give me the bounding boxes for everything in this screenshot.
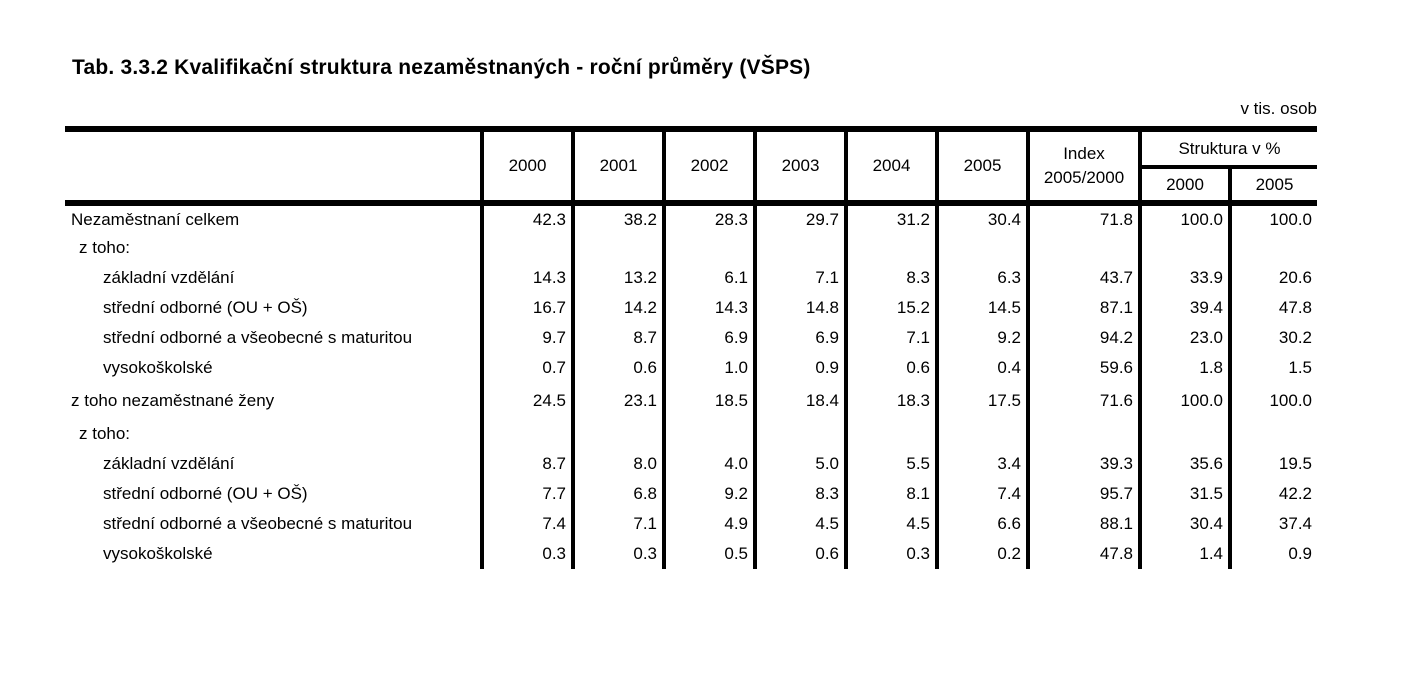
row-label: z toho: — [65, 419, 482, 449]
value-cell: 88.1 — [1028, 509, 1140, 539]
value-cell — [573, 419, 664, 449]
value-cell: 7.1 — [846, 323, 937, 353]
value-cell: 100.0 — [1269, 209, 1312, 229]
value-cell: 4.5 — [755, 509, 846, 539]
value-cell: 9.7 — [482, 323, 573, 353]
value-cell: 6.8 — [573, 479, 664, 509]
value-cell: 18.4 — [755, 383, 846, 419]
row-label: základní vzdělání — [65, 449, 482, 479]
statistics-table — [65, 126, 1317, 569]
value-cell: 47.8 — [1028, 539, 1140, 569]
value-cell: 5.5 — [846, 449, 937, 479]
value-cell — [937, 233, 1028, 263]
value-cell: 0.6 — [573, 353, 664, 383]
value-cell: 39.3 — [1028, 449, 1140, 479]
value-cell: 0.6 — [846, 353, 937, 383]
table-row — [65, 383, 1317, 419]
value-cell: 14.5 — [937, 293, 1028, 323]
value-cell: 0.3 — [482, 539, 573, 569]
value-cell: 7.1 — [573, 509, 664, 539]
value-cell: 0.2 — [937, 539, 1028, 569]
value-cell: 9.2 — [937, 323, 1028, 353]
value-cell: 14.8 — [755, 293, 846, 323]
value-cell: 8.7 — [573, 323, 664, 353]
table-row — [65, 539, 1317, 569]
struktura-header: Struktura v % — [1140, 129, 1317, 167]
value-cell: 6.6 — [937, 509, 1028, 539]
value-cell: 31.2 — [846, 203, 937, 233]
value-cell: 4.9 — [664, 509, 755, 539]
value-cell: 30.4 — [1140, 509, 1230, 539]
value-cell: 0.9 — [755, 353, 846, 383]
table-row — [65, 323, 1317, 353]
table-title: Tab. 3.3.2 Kvalifikační struktura nezaměstnaných - roční průměry (VŠPS) — [72, 56, 811, 79]
value-cell: 24.5 — [482, 383, 573, 419]
value-cell: 9.2 — [664, 479, 755, 509]
value-cell: 0.6 — [755, 539, 846, 569]
value-cell: 6.1 — [664, 263, 755, 293]
year-header-2003: 2003 — [755, 129, 846, 203]
value-cell: 1.8 — [1140, 353, 1230, 383]
value-cell: 47.8 — [1278, 298, 1312, 317]
table-row — [65, 449, 1317, 479]
value-cell — [1230, 233, 1317, 263]
value-cell: 71.6 — [1028, 383, 1140, 419]
value-cell: 5.0 — [755, 449, 846, 479]
value-cell: 7.4 — [937, 479, 1028, 509]
table-row — [65, 419, 1317, 449]
value-cell — [482, 233, 573, 263]
value-cell: 17.5 — [937, 383, 1028, 419]
table-row — [65, 353, 1317, 383]
value-cell: 7.1 — [755, 263, 846, 293]
value-cell: 30.4 — [937, 203, 1028, 233]
value-cell: 6.3 — [937, 263, 1028, 293]
value-cell: 43.7 — [1028, 263, 1140, 293]
value-cell: 6.9 — [664, 323, 755, 353]
row-label: z toho nezaměstnané ženy — [65, 383, 482, 419]
value-cell — [664, 419, 755, 449]
value-cell: 8.7 — [482, 449, 573, 479]
value-cell: 94.2 — [1028, 323, 1140, 353]
value-cell: 0.3 — [573, 539, 664, 569]
row-label: střední odborné (OU + OŠ) — [65, 293, 482, 323]
row-label: vysokoškolské — [65, 539, 482, 569]
value-cell: 1.0 — [664, 353, 755, 383]
value-cell — [1028, 233, 1140, 263]
value-cell: 3.4 — [937, 449, 1028, 479]
value-cell: 33.9 — [1140, 263, 1230, 293]
value-cell: 71.8 — [1028, 203, 1140, 233]
row-label: střední odborné a všeobecné s maturitou — [65, 509, 482, 539]
index-header-line1: Index — [1063, 144, 1105, 164]
year-header-2002: 2002 — [664, 129, 755, 203]
value-cell: 100.0 — [1269, 391, 1312, 410]
year-header-2000: 2000 — [482, 129, 573, 203]
row-label: Nezaměstnaní celkem — [65, 203, 482, 233]
value-cell: 14.2 — [573, 293, 664, 323]
row-label-header — [65, 129, 482, 203]
value-cell: 20.6 — [1278, 268, 1312, 287]
value-cell: 29.7 — [755, 203, 846, 233]
value-cell — [755, 233, 846, 263]
value-cell — [755, 419, 846, 449]
value-cell: 18.5 — [664, 383, 755, 419]
value-cell — [1230, 419, 1317, 449]
value-cell: 0.3 — [846, 539, 937, 569]
value-cell: 42.2 — [1278, 484, 1312, 503]
value-cell: 16.7 — [482, 293, 573, 323]
value-cell: 1.5 — [1288, 358, 1312, 377]
value-cell: 18.3 — [846, 383, 937, 419]
value-cell: 13.2 — [573, 263, 664, 293]
value-cell: 37.4 — [1278, 514, 1312, 533]
value-cell: 7.4 — [482, 509, 573, 539]
value-cell — [1140, 419, 1230, 449]
value-cell — [846, 419, 937, 449]
value-cell — [846, 233, 937, 263]
value-cell: 30.2 — [1278, 328, 1312, 347]
table-row — [65, 203, 1317, 233]
value-cell: 0.5 — [664, 539, 755, 569]
value-cell: 19.5 — [1278, 454, 1312, 473]
struktura-year-2000: 2000 — [1140, 167, 1230, 203]
value-cell: 8.3 — [846, 263, 937, 293]
header-row — [65, 129, 1317, 167]
value-cell: 8.1 — [846, 479, 937, 509]
year-header-2001: 2001 — [573, 129, 664, 203]
value-cell: 31.5 — [1140, 479, 1230, 509]
value-cell: 23.0 — [1140, 323, 1230, 353]
row-label: střední odborné (OU + OŠ) — [65, 479, 482, 509]
value-cell: 59.6 — [1028, 353, 1140, 383]
value-cell: 39.4 — [1140, 293, 1230, 323]
value-cell: 0.9 — [1288, 544, 1312, 563]
table-row — [65, 233, 1317, 263]
value-cell: 42.3 — [482, 203, 573, 233]
row-label: vysokoškolské — [65, 353, 482, 383]
value-cell: 7.7 — [482, 479, 573, 509]
struktura-year-2005: 2005 — [1230, 167, 1317, 203]
table-row — [65, 509, 1317, 539]
value-cell: 4.5 — [846, 509, 937, 539]
value-cell: 0.7 — [482, 353, 573, 383]
row-label: základní vzdělání — [65, 263, 482, 293]
value-cell: 1.4 — [1140, 539, 1230, 569]
value-cell: 8.3 — [755, 479, 846, 509]
value-cell — [937, 419, 1028, 449]
value-cell: 15.2 — [846, 293, 937, 323]
value-cell: 6.9 — [755, 323, 846, 353]
unit-label: v tis. osob — [1240, 99, 1317, 118]
value-cell: 100.0 — [1140, 383, 1230, 419]
value-cell: 87.1 — [1028, 293, 1140, 323]
year-header-2004: 2004 — [846, 129, 937, 203]
value-cell — [482, 419, 573, 449]
value-cell: 35.6 — [1140, 449, 1230, 479]
table-row — [65, 263, 1317, 293]
value-cell: 14.3 — [482, 263, 573, 293]
value-cell: 100.0 — [1140, 203, 1230, 233]
value-cell: 4.0 — [664, 449, 755, 479]
value-cell — [664, 233, 755, 263]
value-cell: 28.3 — [664, 203, 755, 233]
table-body — [65, 203, 1317, 569]
index-header — [1028, 129, 1140, 203]
value-cell: 0.4 — [937, 353, 1028, 383]
value-cell: 23.1 — [573, 383, 664, 419]
row-label: střední odborné a všeobecné s maturitou — [65, 323, 482, 353]
value-cell: 14.3 — [664, 293, 755, 323]
value-cell: 38.2 — [573, 203, 664, 233]
year-header-2005: 2005 — [937, 129, 1028, 203]
value-cell: 8.0 — [573, 449, 664, 479]
value-cell — [1028, 419, 1140, 449]
value-cell — [1140, 233, 1230, 263]
value-cell — [573, 233, 664, 263]
table-row — [65, 479, 1317, 509]
value-cell: 95.7 — [1028, 479, 1140, 509]
table-row — [65, 293, 1317, 323]
index-header-line2: 2005/2000 — [1043, 168, 1125, 187]
row-label: z toho: — [65, 233, 482, 263]
